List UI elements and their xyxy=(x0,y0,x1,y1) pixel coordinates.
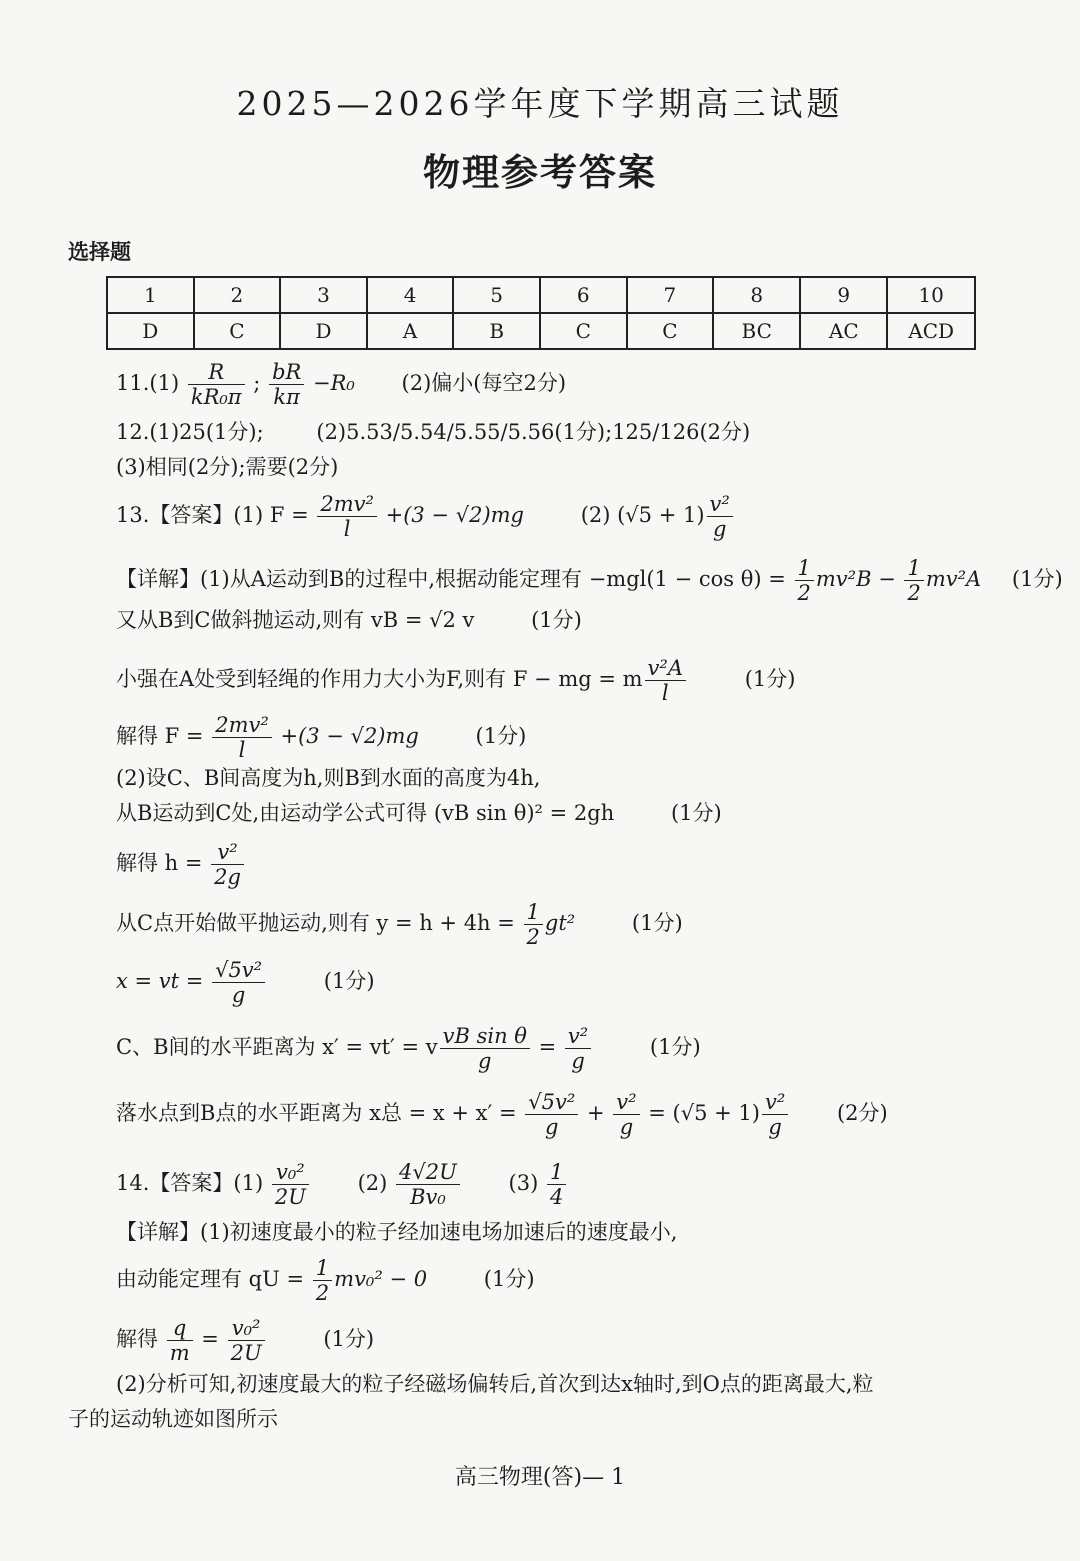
q13-detail-4-text: 解得 F = xyxy=(116,724,204,749)
q13-detail-5: (2)设C、B间高度为h,则B到水面的高度为4h, xyxy=(116,766,541,790)
q13-answer2-fraction: $\frac{\text{v²}}{g}$ xyxy=(707,492,733,541)
q13-detail-9 xyxy=(116,958,375,1007)
score: (1分) xyxy=(744,667,796,692)
fraction: $\frac{\text{√5v²}}{g}$ xyxy=(212,958,265,1007)
table-cell: ACD xyxy=(887,313,975,349)
q13-detail-7-text: 解得 h = xyxy=(116,851,203,876)
q13-detail-3-text: 小强在A处受到轻绳的作用力大小为F,则有 F − mg = m xyxy=(116,667,643,692)
q11-separator: ; xyxy=(253,371,261,396)
equals: = (√5 + 1) xyxy=(648,1101,760,1126)
table-cell: C xyxy=(627,313,714,349)
q13-answer-tail: +(3 − √2)mg xyxy=(385,503,524,528)
table-cell: BC xyxy=(713,313,800,349)
score: (1分) xyxy=(649,1035,701,1060)
q14-detail-2-text: 由动能定理有 qU = xyxy=(116,1267,305,1292)
q13-detail-1-end: mv²A xyxy=(925,567,982,592)
fraction: $\frac{\text{2mv²}}{l}$ xyxy=(212,713,272,762)
q13-detail-11 xyxy=(116,1090,888,1139)
score: (1分) xyxy=(323,1327,375,1352)
table-cell: 3 xyxy=(280,277,367,313)
score: (1分) xyxy=(475,724,527,749)
q13-detail-8-text: 从C点开始做平抛运动,则有 y = h + 4h = xyxy=(116,911,515,936)
q12-part2: (2)5.53/5.54/5.55/5.56(1分);125/126(2分) xyxy=(316,420,751,444)
question-number-row xyxy=(107,277,975,313)
q13-detail-4-tail: +(3 − √2)mg xyxy=(280,724,419,749)
q12-line-2: (3)相同(2分);需要(2分) xyxy=(116,455,339,479)
fraction: $\frac{\text{v²}}{g}$ xyxy=(613,1090,639,1139)
table-cell: D xyxy=(280,313,367,349)
q11-prefix: 11.(1) xyxy=(116,371,180,396)
exam-title: 2025—2026学年度下学期高三试题 xyxy=(236,84,844,123)
q12-line-1 xyxy=(116,422,750,443)
table-cell: 10 xyxy=(887,277,975,313)
q13-detail-1 xyxy=(116,556,1063,605)
table-cell: C xyxy=(194,313,281,349)
q13-detail-2-text: 又从B到C做斜抛运动,则有 vB = √2 v xyxy=(116,608,475,632)
fraction: $\frac{1}{2}$ xyxy=(904,556,923,605)
table-cell: 9 xyxy=(800,277,887,313)
score: (1分) xyxy=(483,1267,535,1292)
choice-answer-table xyxy=(106,276,976,350)
table-cell: AC xyxy=(800,313,887,349)
q11-line xyxy=(116,360,566,409)
plus: + xyxy=(586,1101,605,1126)
table-cell: 2 xyxy=(194,277,281,313)
q13-detail-1-mid: mv²B − xyxy=(815,567,896,592)
q13-detail-10-text: C、B间的水平距离为 x′ = vt′ = v xyxy=(116,1035,438,1060)
page-footer: 高三物理(答)— 1 xyxy=(454,1465,626,1490)
fraction: $\frac{q}{m}$ xyxy=(167,1316,193,1365)
q13-detail-1-text: 【详解】(1)从A运动到B的过程中,根据动能定理有 −mgl(1 − cos θ) = xyxy=(116,567,786,592)
page-subtitle: 物理参考答案 xyxy=(423,150,657,194)
q14-answer-line xyxy=(116,1160,568,1209)
choice-section-label: 选择题 xyxy=(68,239,131,264)
q13-detail-11-text: 落水点到B点的水平距离为 x总 = x + x′ = xyxy=(116,1101,517,1126)
q11-fraction-1: $\frac{R}{\text{kR₀π}}$ xyxy=(188,360,245,409)
score: (1分) xyxy=(323,969,375,994)
fraction: $\frac{\text{v₀²}}{2U}$ xyxy=(228,1316,265,1365)
q12-part1: 12.(1)25(1分); xyxy=(116,420,264,444)
fraction: $\frac{4√2U}{\text{Bv₀}}$ xyxy=(396,1160,460,1209)
q13-detail-7 xyxy=(116,840,246,889)
q14-detail-2-tail: mv₀² − 0 xyxy=(334,1267,428,1292)
table-cell: B xyxy=(453,313,540,349)
q13-detail-10 xyxy=(116,1024,701,1073)
q13-detail-6 xyxy=(116,803,722,824)
equals: = xyxy=(201,1327,219,1352)
q13-answer2-prefix: (2) (√5 + 1) xyxy=(580,503,705,528)
score: (1分) xyxy=(531,608,582,632)
q13-detail-3 xyxy=(116,656,795,705)
q13-detail-8-tail: gt² xyxy=(544,911,576,936)
table-cell: 5 xyxy=(453,277,540,313)
q14-detail-4: (2)分析可知,初速度最大的粒子经磁场偏转后,首次到达x轴时,到O点的距离最大,粒 xyxy=(116,1372,874,1396)
fraction: $\frac{\text{v²A}}{l}$ xyxy=(645,656,686,705)
fraction: $\frac{1}{2}$ xyxy=(313,1256,332,1305)
answer-row xyxy=(107,313,975,349)
q13-detail-9-text: x = vt = xyxy=(116,969,204,994)
q14-detail-5: 子的运动轨迹如图所示 xyxy=(68,1407,278,1431)
q14-detail-3-text: 解得 xyxy=(116,1327,158,1352)
q11-tail: −R₀ xyxy=(313,371,355,396)
q13-detail-2 xyxy=(116,610,582,631)
table-cell: D xyxy=(107,313,194,349)
fraction: $\frac{\text{vB sin θ}}{g}$ xyxy=(440,1024,530,1073)
q13-detail-8 xyxy=(116,900,683,949)
fraction: $\frac{\text{√5v²}}{g}$ xyxy=(525,1090,578,1139)
q13-answer-fraction: $\frac{\text{2mv²}}{l}$ xyxy=(317,492,377,541)
table-cell: 6 xyxy=(540,277,627,313)
fraction: $\frac{\text{v₀²}}{2U}$ xyxy=(272,1160,309,1209)
table-cell: 8 xyxy=(713,277,800,313)
table-cell: A xyxy=(367,313,454,349)
score: (2分) xyxy=(836,1101,888,1126)
q14-answer-prefix: 14.【答案】(1) xyxy=(116,1171,264,1196)
q13-answer-line xyxy=(116,492,735,541)
table-cell: 7 xyxy=(627,277,714,313)
table-cell: C xyxy=(540,313,627,349)
score: (1分) xyxy=(1011,567,1063,592)
q14-answer3-prefix: (3) xyxy=(508,1171,539,1196)
fraction: $\frac{1}{2}$ xyxy=(524,900,543,949)
equals: = xyxy=(538,1035,557,1060)
fraction: $\frac{\text{v²}}{g}$ xyxy=(565,1024,591,1073)
score: (1分) xyxy=(631,911,683,936)
q13-detail-6-text: 从B运动到C处,由运动学公式可得 (vB sin θ)² = 2gh xyxy=(116,801,615,825)
fraction: $\frac{\text{v²}}{2g}$ xyxy=(211,840,244,889)
q14-detail-1: 【详解】(1)初速度最小的粒子经加速电场加速后的速度最小, xyxy=(116,1220,678,1244)
table-cell: 1 xyxy=(107,277,194,313)
q11-fraction-2: $\frac{bR}{k\pi}$ xyxy=(269,360,304,409)
q14-answer2-prefix: (2) xyxy=(357,1171,388,1196)
table-cell: 4 xyxy=(367,277,454,313)
fraction: $\frac{\text{v²}}{g}$ xyxy=(762,1090,788,1139)
score: (1分) xyxy=(670,801,722,825)
fraction: $\frac{1}{2}$ xyxy=(795,556,814,605)
fraction: $\frac{1}{4}$ xyxy=(547,1160,566,1209)
q11-part2: (2)偏小(每空2分) xyxy=(401,371,567,396)
q14-detail-2 xyxy=(116,1256,535,1305)
q14-detail-3 xyxy=(116,1316,374,1365)
q13-detail-4 xyxy=(116,713,526,762)
q13-answer-prefix: 13.【答案】(1) F = xyxy=(116,503,309,528)
